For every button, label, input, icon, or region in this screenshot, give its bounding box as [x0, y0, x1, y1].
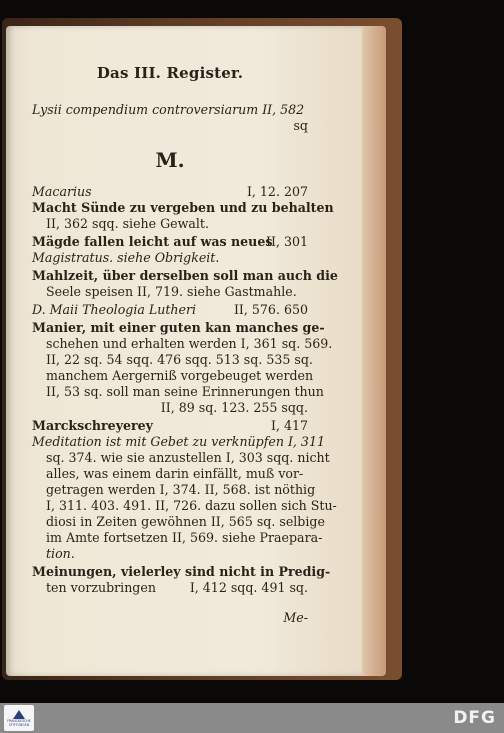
entry-text: tion. — [46, 546, 75, 561]
library-logo-icon — [13, 710, 25, 719]
entry-line — [32, 234, 308, 250]
entry-text: II, 362 sqq. siehe Gewalt. — [46, 216, 209, 231]
entry-text: schehen und erhalten werden I, 361 sq. 569. — [46, 336, 333, 351]
entry-text: Seele speisen II, 719. siehe Gastmahle. — [46, 284, 297, 299]
entry-line — [46, 466, 303, 482]
entry-text: manchem Aergerniß vorgebeuget werden — [46, 368, 314, 383]
entry-line — [46, 216, 209, 232]
dfg-logo[interactable]: DFG — [453, 708, 496, 728]
entry-line — [32, 118, 308, 134]
catchword — [32, 610, 308, 626]
entry-line — [46, 450, 330, 466]
entry-line — [46, 498, 337, 514]
library-logo-text: FRANCKESCHE STIFTUNGEN — [7, 718, 31, 727]
entry-line — [32, 400, 308, 416]
entry-line — [46, 514, 325, 530]
entry-text: getragen werden I, 374. II, 568. ist nöthig — [46, 482, 316, 497]
entry-line — [32, 184, 308, 200]
entry-line — [46, 352, 313, 368]
entry-line — [46, 336, 332, 352]
entry-text: sq. 374. wie sie anzustellen I, 303 sqq. nicht — [46, 450, 330, 465]
entry-text: II, 89 sq. 123. 255 sqq. — [160, 400, 308, 415]
entry-text: Manier, mit einer guten kan manches ge- — [32, 320, 325, 335]
entry-line — [46, 530, 322, 546]
entry-text: Macarius — [32, 184, 92, 199]
entry-text: im Amte fortsetzen II, 569. siehe Praepara- — [46, 530, 323, 545]
entry-line — [32, 302, 308, 318]
entry-ref: I, 417 — [270, 418, 308, 433]
entry-line — [32, 418, 308, 434]
entry-line — [46, 546, 75, 562]
catchword-text: Me- — [283, 610, 308, 625]
entry-ref: I, 12. 207 — [246, 184, 308, 199]
entry-line — [46, 368, 313, 384]
entry-line — [46, 482, 315, 498]
entry-text: II, 53 sq. soll man seine Erinnerungen thun — [46, 384, 324, 399]
entry-text: Meinungen, vielerley sind nicht in Predig- — [32, 564, 331, 579]
entry-line — [32, 200, 334, 216]
entry-text: Mägde fallen leicht auf was neues — [32, 234, 273, 249]
viewer-footer — [0, 703, 504, 733]
entry-text: D. Maii Theologia Lutheri — [32, 302, 197, 317]
entry-line — [32, 268, 338, 284]
entry-ref: I, 412 sqq. 491 sq. — [189, 580, 308, 595]
entry-text: Magistratus. siehe Obrigkeit. — [32, 250, 220, 265]
entry-text: alles, was einem darin einfällt, muß vor- — [46, 466, 304, 481]
entry-ref: II, 576. 650 — [233, 302, 308, 317]
entry-line — [32, 102, 308, 118]
entry-line — [32, 320, 325, 336]
entry-line — [46, 284, 297, 300]
entry-text: Macht Sünde zu vergeben und zu behalten — [32, 200, 334, 215]
entry-text: II, 22 sq. 54 sqq. 476 sqq. 513 sq. 535 sq. — [46, 352, 313, 367]
library-logo[interactable] — [4, 705, 34, 731]
entry-line — [32, 250, 219, 266]
entry-text: ten vorzubringen — [46, 580, 156, 595]
entry-line — [32, 434, 325, 450]
running-head: Das III. Register. — [96, 64, 244, 82]
entry-line — [46, 384, 324, 400]
entry-text: Marckschreyerey — [32, 418, 153, 433]
entry-ref: II, 301 — [266, 234, 308, 249]
entry-text: Mahlzeit, über derselben soll man auch die — [32, 268, 338, 283]
entry-text: I, 311. 403. 491. II, 726. dazu sollen sich Stu- — [46, 498, 337, 513]
section-letter: M. — [155, 148, 185, 172]
entry-text: Lysii compendium controversiarum II, 582 — [32, 102, 305, 117]
entry-text: sq — [293, 118, 308, 133]
entry-line — [32, 564, 330, 580]
entry-text: diosi in Zeiten gewöhnen II, 565 sq. selbige — [46, 514, 325, 529]
entry-line — [46, 580, 308, 596]
entry-text: Meditation ist mit Gebet zu verknüpfen I, 311 — [32, 434, 325, 449]
